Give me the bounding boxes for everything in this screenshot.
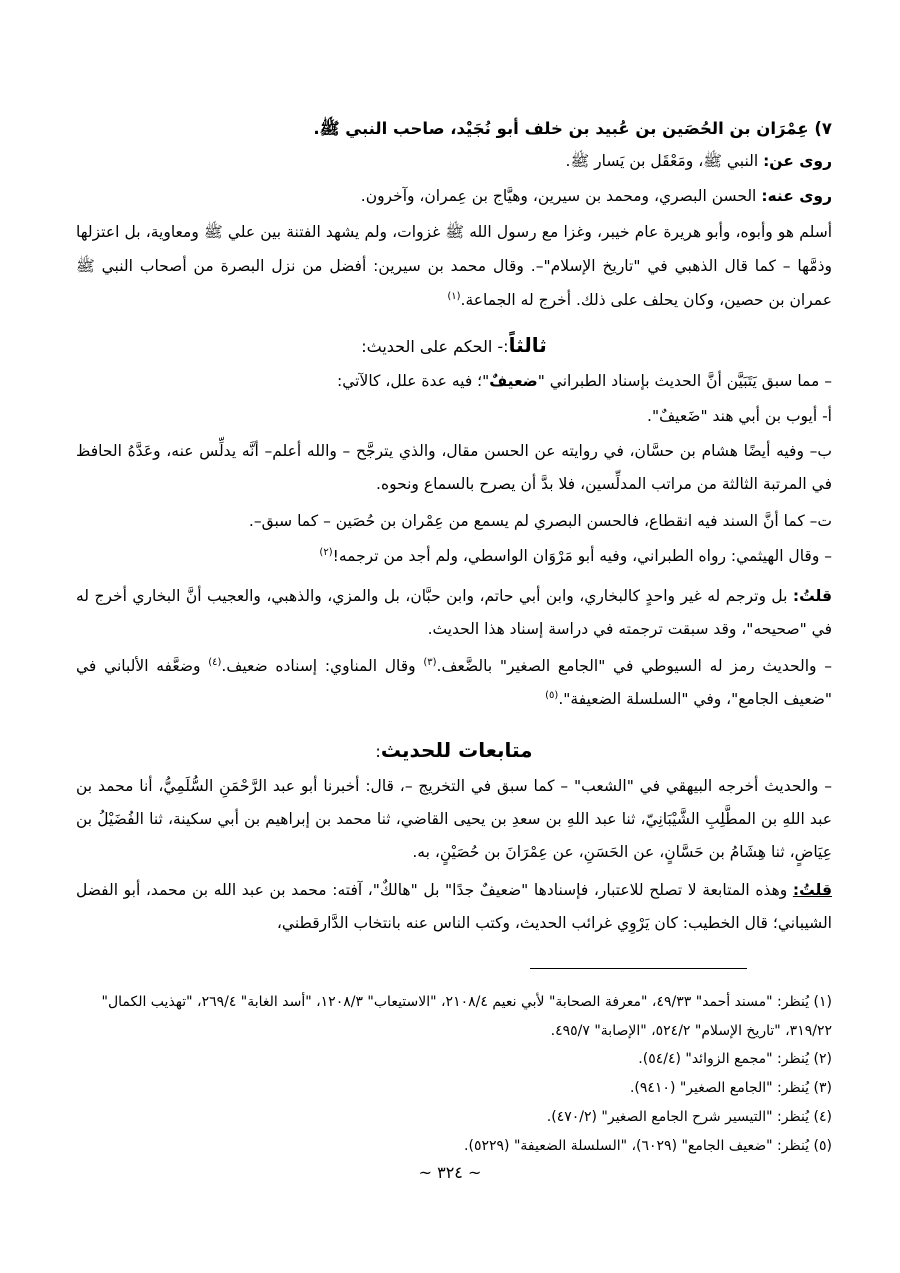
ruling-intro-pre: – مما سبق يَتَبَيَّن أنَّ الحديث بإسناد الطبراني ": [537, 372, 832, 390]
followup-paragraph: – والحديث أخرجه البيهقي في "الشعب" – كما سبق في التخريج –، قال: أخبرنا أبو عبد الرَّحْمَنِ السُّلَمِيُّ، أنا محمد بن عبد اللهِ بن المطَّلِبِ الشَّيْبَانِيّ، ثنا عبد اللهِ بن سعدِ بن يحيى القاضي، ثنا محمد بن إبراهيم بن أبي سكينة، ثنا الفُضَيْلُ بن عِيَاضٍ، ثنا هِشَامُ بن حَسَّانٍ، عن الحَسَنِ، عن عِمْرَانَ بن حُصَيْنٍ، به.: [76, 777, 832, 861]
footnote-separator: [530, 968, 747, 969]
ruling-intro-bold: ضعيفٌ: [489, 372, 538, 390]
narrated-from-line: [76, 145, 832, 178]
footnote-ref-2: (٢): [319, 546, 333, 558]
qultu-text-2: وهذه المتابعة لا تصلح للاعتبار، فإسنادها "ضعيفٌ جدًا" بل "هالكٌ"، آفته: محمد بن عبد الله بن محمد، أبو الفضل الشيباني؛ قال الخطيب: كان يَرْوِي غرائب الحديث، وكتب الناس عنه بانتخاب الدَّارقطني،: [76, 881, 832, 932]
ruling-intro: [76, 365, 832, 398]
haythami-line: [76, 540, 832, 573]
footnote-ref-5: (٥): [545, 689, 559, 701]
ruling-point-t: ت– كما أنَّ السند فيه انقطاع، فالحسن البصري لم يسمع من عِمْران بن حُصَين – كما سبق–.: [248, 512, 832, 530]
narrated-by-line: [76, 180, 832, 213]
qultu-paragraph-2: [76, 874, 832, 940]
footnote-5: (٥) يُنظر: "ضعيف الجامع" (٦٠٢٩)، "السلسلة الضعيفة" (٥٢٢٩).: [464, 1138, 832, 1154]
footnote-4: (٤) يُنظر: "التيسير شرح الجامع الصغير" (٤٧٠/٢).: [546, 1109, 832, 1125]
narrated-by-label: روى عنه:: [761, 187, 832, 205]
section-heading-ruling: [76, 330, 832, 362]
section-heading-followups: [76, 735, 832, 767]
biography-title: ٧) عِمْرَان بن الحُصَين بن عُبيد بن خلف أبو نُجَيْد، صاحب النبي ﷺ.: [313, 119, 832, 138]
qultu-text-1: بل وترجم له غير واحدٍ كالبخاري، وابن أبي حاتم، وابن حبَّان، بل والمزي، والذهبي، والعجيب أنَّ البخاري أخرج له في "صحيحه"، وقد سبقت ترجمته في دراسة إسناد هذا الحديث.: [76, 587, 832, 638]
page-number: ~ ٣٢٤ ~: [418, 1163, 482, 1182]
footnote-3: (٣) يُنظر: "الجامع الصغير" (٩٤١٠).: [629, 1080, 832, 1096]
footnote-2: (٢) يُنظر: "مجمع الزوائد" (٥٤/٤).: [638, 1051, 832, 1067]
footnote-ref-1: (١): [447, 290, 461, 302]
ruling-intro-post: "؛ فيه عدة علل، كالآتي:: [337, 372, 490, 390]
ruling-point-b: ب– وفيه أيضًا هشام بن حسَّان، في روايته عن الحسن مقال، والذي يترجَّح – والله أعلم– أنَّه يدلِّس عنه، وعَدَّهُ الحافظ في المرتبة الثالثة من مراتب المدلِّسين، فلا بدَّ أن يصرح بالسماع ونحوه.: [76, 442, 832, 493]
qultu-label-1: قلتُ:: [792, 587, 832, 605]
suyuti-text-3: وضعَّفه الألباني في "ضعيف الجامع"، وفي "السلسلة الضعيفة".: [76, 657, 832, 708]
biography-body-text: أسلم هو وأبوه، وأبو هريرة عام خيبر، وغزا مع رسول الله ﷺ غزوات، ولم يشهد الفتنة بين علي ﷺ ومعاوية، بل اعتزلها وذمَّها – كما قال الذهبي في "تاريخ الإسلام"–. وقال محمد بن سيرين: أفضل من نزل البصرة من أصحاب النبي ﷺ عمران بن حصين، وكان يحلف على ذلك. أخرج له الجماعة.: [76, 223, 832, 309]
footnote-ref-3: (٣): [423, 656, 437, 668]
section-heading-ruling-number: ثالثاً: [508, 333, 547, 357]
footnote-ref-4: (٤): [208, 656, 222, 668]
suyuti-text-1: – والحديث رمز له السيوطي في "الجامع الصغير" بالضَّعف.: [436, 657, 832, 675]
biography-body: [76, 215, 832, 317]
section-heading-followups-colon: :: [375, 742, 381, 761]
narrated-from-label: روى عن:: [763, 152, 832, 170]
suyuti-text-2: وقال المناوي: إسناده ضعيف.: [221, 657, 424, 675]
section-heading-followups-title: متابعات للحديث: [380, 738, 533, 762]
qultu-paragraph-1: [76, 580, 832, 646]
section-heading-ruling-title: :- الحكم على الحديث:: [361, 337, 509, 356]
ruling-point-a: أ- أيوب بن أبي هند "ضَعيفٌ".: [647, 407, 832, 425]
suyuti-paragraph: [76, 650, 832, 716]
narrated-by-text: الحسن البصري، ومحمد بن سيرين، وهيَّاج بن عِمران، وآخرون.: [360, 187, 757, 205]
footnote-1: (١) يُنظر: "مسند أحمد" ٤٩/٣٣، "معرفة الصحابة" لأبي نعيم ٢١٠٨/٤، "الاستيعاب" ١٢٠٨/٣، "أسد الغابة" ٢٦٩/٤، "تهذيب الكمال" ٣١٩/٢٢، "تاريخ الإسلام" ٥٢٤/٢، "الإصابة" ٤٩٥/٧.: [101, 994, 832, 1039]
narrated-from-text: النبي ﷺ، ومَعْقَل بن يَسار ﷺ.: [565, 152, 759, 170]
qultu-label-2: قلتُ:: [792, 881, 832, 899]
haythami-text: – وقال الهيثمي: رواه الطبراني، وفيه أبو مَرْوَان الواسطي، ولم أجد من ترجمه!: [332, 547, 832, 565]
